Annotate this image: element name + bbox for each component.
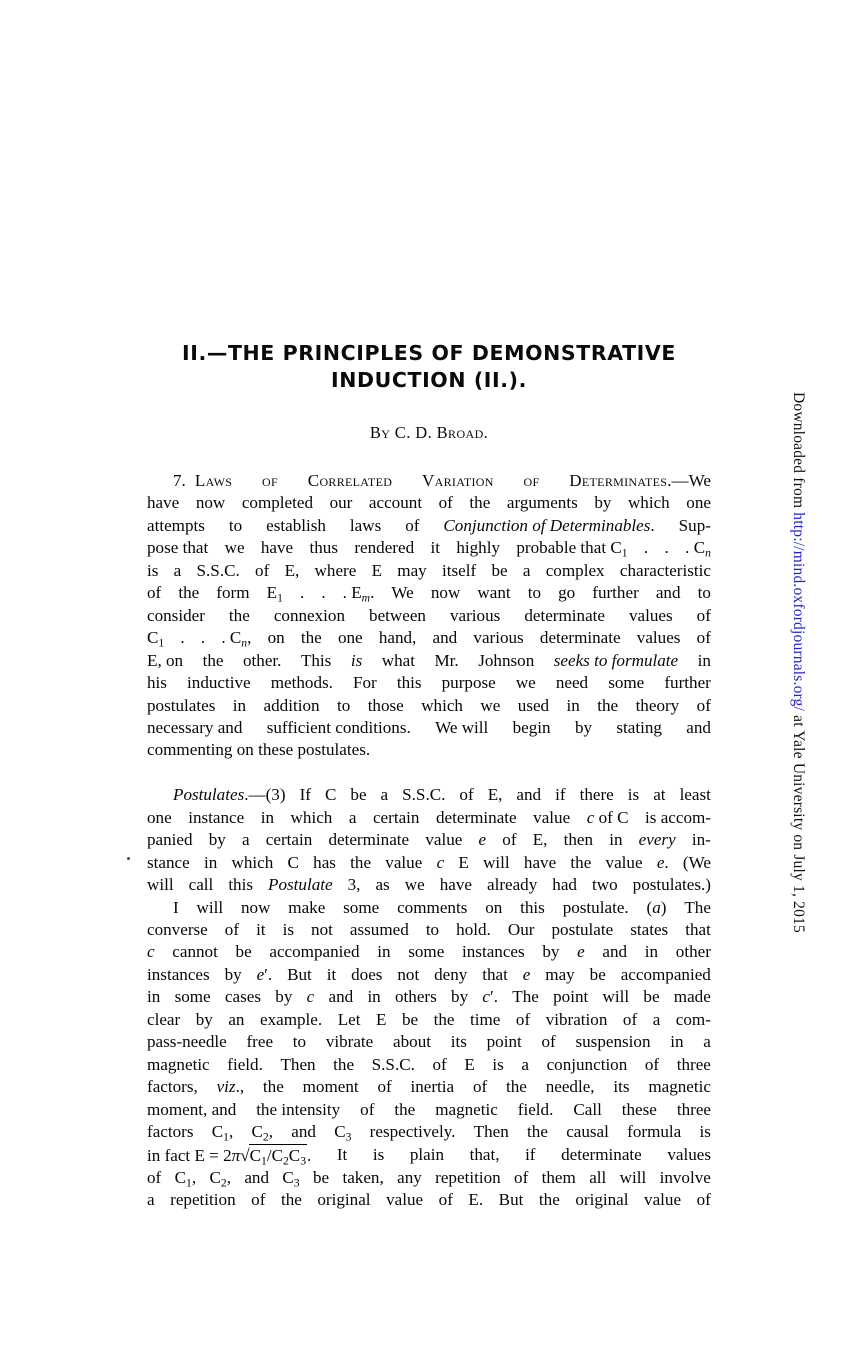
paragraph-3-line-3: c cannot be accompanied in some instances by e and in other: [147, 942, 711, 962]
download-stamp-prefix: Downloaded from: [790, 392, 807, 513]
paragraph-1-line-8: $C_1$ . . . $C_n$, on the one hand, and various determinate values of: [147, 628, 711, 650]
paragraph-3-line-4: instances by e′. But it does not deny that e may be accompanied: [147, 964, 711, 984]
paragraph-3-line-9: factors, viz., the moment of inertia of the needle, its magnetic: [147, 1077, 711, 1097]
article-title: [147, 340, 711, 394]
paragraph-3-line-7: pass-needle free to vibrate about its point of suspension in a: [147, 1032, 711, 1052]
paragraph-1-line-13: commenting on these postulates.: [147, 740, 371, 760]
paragraph-1-line-7: consider the connexion between various determinate values of: [147, 605, 711, 625]
paragraph-1-line-9: E, on the other. This is what Mr. Johnson seeks to formulate in: [147, 650, 711, 670]
paragraph-3-line-6: clear by an example. Let E be the time of vibration of a com-: [147, 1009, 711, 1029]
paragraph-3-line-11: factors $C_1$, $C_2$, and $C_3$ respectively. Then the causal formula is: [147, 1122, 711, 1144]
paragraph-1-line-12: necessary and sufficient conditions. We will begin by stating and: [147, 717, 711, 737]
paragraph-2-line-5: will call this Postulate 3, as we have already had two postulates.): [147, 875, 711, 895]
paragraph-3-line-12-formula: in fact $E = 2\pi√C_1/C_2C_3$. It is plain that, if determinate values: [147, 1144, 711, 1167]
paragraph-3-line-2: converse of it is not assumed to hold. Our postulate states that: [147, 920, 711, 939]
paragraph-3-line-1: I will now make some comments on this postulate. (a) The: [173, 897, 711, 917]
download-stamp-url[interactable]: http://mind.oxfordjournals.org/: [790, 512, 807, 712]
article-title-line-1: II.—THE PRINCIPLES OF DEMONSTRATIVE: [182, 341, 676, 365]
paragraph-1-line-4: pose that we have thus rendered it highly probable that $C_1$ . . . $C_n$: [147, 538, 711, 560]
download-stamp: [783, 392, 813, 1092]
download-stamp-text: [789, 392, 807, 933]
article-title-line-2: INDUCTION (II.).: [331, 368, 527, 392]
download-stamp-suffix: at Yale University on July 1, 2015: [790, 711, 807, 933]
paragraph-1-line-10: his inductive methods. For this purpose we need some further: [147, 673, 711, 693]
paragraph-2-postulates: [147, 784, 711, 896]
margin-speck-artifact: [127, 857, 130, 860]
paragraph-3-comments: [147, 897, 711, 1212]
paragraph-1-line-6: of the form $E_1$ . . . $E_m$. We now want to go further and to: [147, 583, 711, 605]
byline-author: By C. D. Broad.: [369, 423, 489, 442]
paragraph-3-line-14: a repetition of the original value of E. But the original value of: [147, 1190, 711, 1210]
paragraph-3-line-5: in some cases by c and in others by c′. The point will be made: [147, 987, 711, 1007]
paragraph-1-line-3: attempts to establish laws of Conjunction of Determinables. Sup-: [147, 515, 711, 535]
paragraph-3-line-8: magnetic field. Then the S.S.C. of E is a conjunction of three: [147, 1054, 711, 1074]
article-text-column: [147, 340, 711, 1212]
paragraph-2-line-2: one instance in which a certain determinate value c of C is accom-: [147, 807, 711, 827]
paragraph-2-line-1: Postulates.—(3) If C be a S.S.C. of E, and if there is at least: [173, 785, 711, 805]
paragraph-1: [147, 470, 711, 762]
paragraph-3-line-10: moment, and the intensity of the magnetic field. Call these three: [147, 1099, 711, 1119]
paragraph-2-line-4: stance in which C has the value c E will have the value e. (We: [147, 852, 711, 872]
paragraph-1-line-5: is a S.S.C. of E, where E may itself be a complex characteristic: [147, 560, 711, 580]
paragraph-1-line-1: 7. Laws of Correlated Variation of Determinates.—We: [173, 471, 711, 490]
paragraph-2-line-3: panied by a certain determinate value e of E, then in every in-: [147, 830, 711, 850]
paragraph-1-line-2: have now completed our account of the arguments by which one: [147, 493, 711, 513]
paragraph-spacer-1: [147, 762, 711, 784]
paragraph-1-line-11: postulates in addition to those which we used in the theory of: [147, 695, 711, 715]
paragraph-3-line-13: of $C_1$, $C_2$, and $C_3$ be taken, any repetition of them all will involve: [147, 1167, 711, 1190]
